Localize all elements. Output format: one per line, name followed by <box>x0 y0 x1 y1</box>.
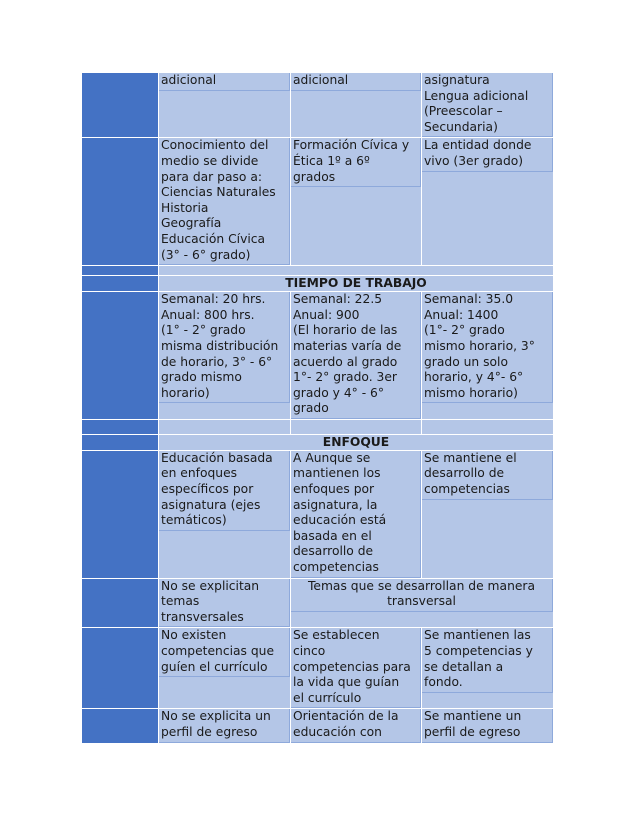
cell-text-line: fondo. <box>424 675 463 690</box>
cell-text-line: mismo horario, 3° <box>424 338 535 353</box>
cell-text-line: materias varía de <box>293 338 402 353</box>
cell-text-line: educación con <box>293 724 382 739</box>
cell-text-line: Ciencias Naturales <box>161 185 276 200</box>
side-band <box>82 450 159 578</box>
table-row <box>82 709 554 743</box>
cell-text-line: la vida que guían <box>293 675 400 690</box>
side-band <box>82 628 159 709</box>
spacer-cell <box>422 419 554 434</box>
cell-text-line: en enfoques <box>161 466 238 481</box>
cell-text-line: Semanal: 35.0 <box>424 292 514 307</box>
cell-text-line: transversal <box>387 594 456 609</box>
cell-text-line: medio se divide <box>161 153 259 168</box>
cell-text-line: Geografía <box>161 216 222 231</box>
cell-text-line: mantienen los <box>293 466 381 481</box>
side-band <box>82 276 159 292</box>
cell-r2-c3 <box>422 138 554 266</box>
cell-r2-c1 <box>159 138 291 266</box>
cell-text-line: se detallan a <box>424 659 504 674</box>
cell-text-line: competencias <box>424 482 510 497</box>
cell-text-line: perfil de egreso <box>424 724 521 739</box>
cell-text-line: grado mismo <box>161 370 242 385</box>
cell-text-line: competencias para <box>293 659 411 674</box>
table-row <box>82 73 554 138</box>
table-row <box>82 450 554 578</box>
cell-text-line: No se explicitan <box>161 578 260 593</box>
cell-text-line: horario) <box>161 385 210 400</box>
cell-r6-c3 <box>422 628 554 709</box>
cell-text-line: Se mantiene un <box>424 709 522 724</box>
cell-text-line: Educación basada <box>161 450 273 465</box>
cell-text-line: (1° - 2° grado <box>161 323 246 338</box>
cell-text-line: A Aunque se <box>293 450 371 465</box>
cell-r5-c1 <box>159 578 291 628</box>
cell-text-line: cinco <box>293 644 326 658</box>
cell-text-line: el currículo <box>293 690 362 705</box>
cell-r6-c1 <box>159 628 291 709</box>
cell-text-line: Conocimiento del <box>161 138 269 153</box>
cell-text-line: No existen <box>161 628 227 643</box>
cell-r2-c2 <box>291 138 422 266</box>
cell-text-line: Temas que se desarrollan de manera <box>307 578 536 593</box>
spacer-row <box>82 419 554 434</box>
cell-text-line: competencias que <box>161 644 275 658</box>
cell-text-line: temáticos) <box>161 513 227 528</box>
section-header-row <box>82 434 554 450</box>
cell-r4-c1 <box>159 450 291 578</box>
cell-text-line: Secundaria) <box>424 119 498 134</box>
side-band <box>82 73 159 138</box>
cell-text-line: misma distribución <box>161 338 279 353</box>
cell-text-line: enfoques por <box>293 482 375 497</box>
side-band <box>82 266 159 276</box>
cell-text-line: asignatura (ejes <box>161 497 261 512</box>
side-band <box>82 434 159 450</box>
cell-text-line: vivo (3er grado) <box>424 153 524 168</box>
cell-text-line: Se mantiene el <box>424 450 517 465</box>
cell-text-line: temas <box>161 594 200 609</box>
cell-text-line: Anual: 900 <box>293 307 360 322</box>
cell-r1-c1 <box>159 73 291 138</box>
cell-text-line: educación está <box>293 513 387 528</box>
cell-r7-c3 <box>422 709 554 743</box>
spacer-cell <box>159 266 554 276</box>
cell-r4-c2 <box>291 450 422 578</box>
cell-r3-c3 <box>422 292 554 420</box>
cell-text-line: Lengua adicional <box>424 88 529 103</box>
cell-text-line: Formación Cívica y <box>293 138 410 153</box>
side-band <box>82 419 159 434</box>
cell-text-line: La entidad donde <box>424 138 532 153</box>
table-row <box>82 138 554 266</box>
cell-text-line: (Preescolar – <box>424 104 503 119</box>
cell-r7-c2 <box>291 709 422 743</box>
cell-text-line: (3° - 6° grado) <box>161 247 251 262</box>
cell-text-line: Ética 1º a 6º <box>293 153 370 168</box>
section-header-tiempo: TIEMPO DE TRABAJO <box>159 276 554 292</box>
cell-r4-c3 <box>422 450 554 578</box>
cell-text-line: Historia <box>161 200 209 215</box>
table-row <box>82 292 554 420</box>
cell-text-line: Anual: 800 hrs. <box>161 307 255 322</box>
cell-text-line: específicos por <box>161 482 254 497</box>
cell-text-line: de horario, 3° - 6° <box>161 354 273 369</box>
cell-text-line: asignatura, la <box>293 497 378 512</box>
table-row <box>82 578 554 628</box>
spacer-cell <box>159 419 291 434</box>
section-header-enfoque: ENFOQUE <box>159 434 554 450</box>
cell-text-line: No se explicita un <box>161 709 271 724</box>
cell-r6-c2 <box>291 628 422 709</box>
cell-text-line: Orientación de la <box>293 709 399 724</box>
cell-text-line: asignatura <box>424 73 490 87</box>
cell-text-line: para dar paso a: <box>161 169 263 184</box>
cell-text-line: basada en el <box>293 528 372 543</box>
cell-r3-c1 <box>159 292 291 420</box>
cell-text-line: grados <box>293 169 336 184</box>
cell-text-line: transversales <box>161 609 244 624</box>
side-band <box>82 709 159 743</box>
cell-text-line: mismo horario) <box>424 385 518 400</box>
side-band <box>82 138 159 266</box>
comparison-table <box>81 72 554 744</box>
side-band <box>82 578 159 628</box>
cell-r1-c2 <box>291 73 422 138</box>
cell-text-line: Educación Cívica <box>161 231 266 246</box>
cell-text-line: Se mantienen las <box>424 628 531 643</box>
cell-text-line: (1°- 2° grado <box>424 323 505 338</box>
side-band <box>82 292 159 420</box>
cell-text-line: Semanal: 22.5 <box>293 292 383 307</box>
cell-text-line: Semanal: 20 hrs. <box>161 292 266 307</box>
cell-text-line: adicional <box>161 73 217 87</box>
spacer-cell <box>291 419 422 434</box>
cell-text-line: Anual: 1400 <box>424 307 499 322</box>
cell-r3-c2 <box>291 292 422 420</box>
spacer-row <box>82 266 554 276</box>
cell-r1-c3 <box>422 73 554 138</box>
cell-text-line: perfil de egreso <box>161 724 258 739</box>
cell-text-line: desarrollo de <box>293 544 374 559</box>
section-header-row <box>82 276 554 292</box>
table-row <box>82 628 554 709</box>
cell-text-line: adicional <box>293 73 349 87</box>
cell-text-line: desarrollo de <box>424 466 505 481</box>
cell-text-line: Se establecen <box>293 628 380 643</box>
cell-text-line: competencias <box>293 560 379 575</box>
cell-text-line: grado un solo <box>424 354 509 369</box>
cell-r7-c1 <box>159 709 291 743</box>
cell-text-line: (El horario de las <box>293 323 398 338</box>
cell-text-line: guíen el currículo <box>161 659 268 674</box>
cell-text-line: grado <box>293 401 329 416</box>
cell-text-line: 5 competencias y <box>424 644 533 658</box>
cell-text-line: acuerdo al grado <box>293 354 398 369</box>
cell-text-line: 1°- 2° grado. 3er <box>293 370 397 385</box>
cell-text-line: grado y 4° - 6° <box>293 385 385 400</box>
cell-r5-merged <box>291 578 554 628</box>
cell-text-line: horario, y 4°- 6° <box>424 370 524 385</box>
